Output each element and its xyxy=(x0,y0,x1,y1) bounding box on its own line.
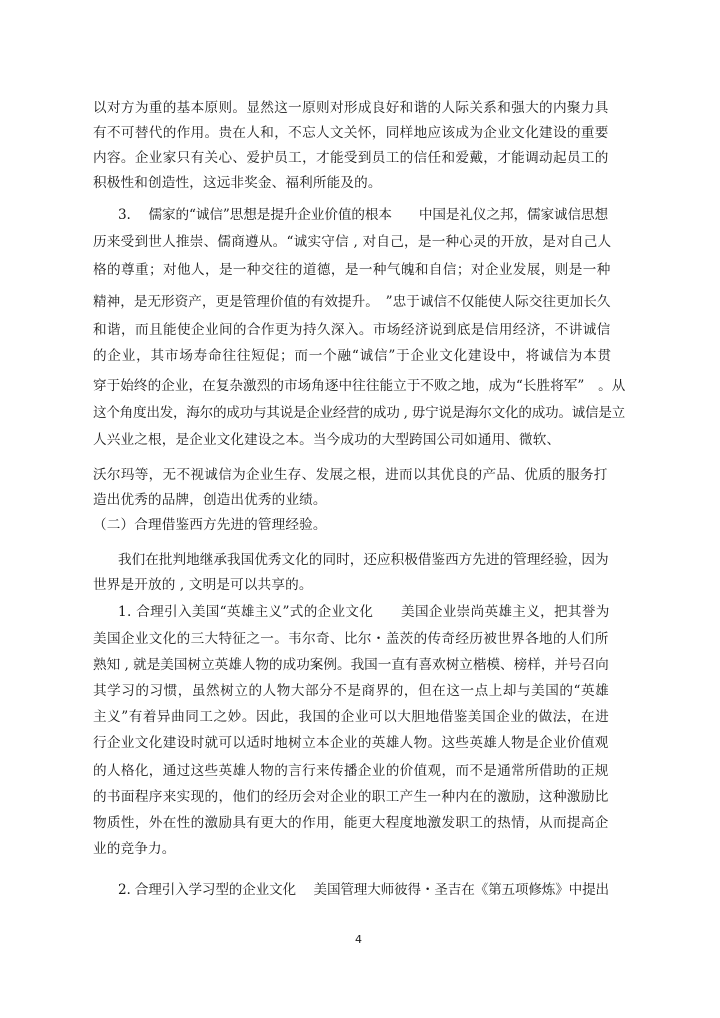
text-line: 这个角度出发，海尔的成功与其说是企业经营的成功 , 毋宁说是海尔文化的成功。诚信是立 xyxy=(93,405,626,421)
page-number: 4 xyxy=(355,933,362,946)
text-line: 物质性，外在性的激励具有更大的作用，能更大程度地激发职工的热情，从而提高企 xyxy=(93,815,609,831)
text-line: 主义”有着异曲同工之妙。因此，我国的企业可以大胆地借鉴美国企业的做法，在进 xyxy=(93,709,610,725)
text-line: 行企业文化建设时就可以适时地树立本企业的英雄人物。这些英雄人物是企业价值观 xyxy=(93,735,609,751)
text-line: 沃尔玛等，无不视诚信为企业生存、发展之根，进而以其优良的产品、优质的服务打 xyxy=(93,467,608,483)
text-line: 人兴业之根，是企业文化建设之本。当今成功的大型跨国公司如通用、微软、 xyxy=(93,432,561,448)
text-line: 的企业，其市场寿命往往短促；而一个融“诚信”于企业文化建设中，将诚信为本贯 xyxy=(93,348,612,364)
text-line: 有不可替代的作用。贵在人和，不忘人文关怀，同样地应该成为企业文化建设的重要 xyxy=(93,125,609,141)
text-line: 内容。企业家只有关心、爱护员工，才能受到员工的信任和爱戴，才能调动起员工的 xyxy=(93,150,609,166)
text-line: 格的尊重；对他人，是一种交往的道德，是一种气魄和自信；对企业发展，则是一种 xyxy=(93,262,611,278)
text-line: 造出优秀的品牌，创造出优秀的业绩。 xyxy=(93,492,327,508)
text-line: 3. 儒家的“诚信”思想是提升企业价值的根本 中国是礼仪之邦，儒家诚信思想 xyxy=(118,207,608,223)
text-line: 1. 合理引入美国“英雄主义”式的企业文化 美国企业崇尚英雄主义，把其誉为 xyxy=(118,604,610,620)
text-line: 精神，是无形资产，更是管理价值的有效提升。 ”忠于诚信不仅能使人际交往更加长久 xyxy=(93,294,611,310)
text-line: 美国企业文化的三大特征之一。韦尔奇、比尔・盖茨的传奇经历被世界各地的人们所 xyxy=(93,631,609,647)
text-line: 历来受到世人推崇、儒商遵从。“诚实守信 , 对自己，是一种心灵的开放，是对自己人 xyxy=(93,234,612,250)
text-line: 熟知 , 就是美国树立英雄人物的成功案例。我国一直有喜欢树立楷模、榜样，并号召向 xyxy=(93,657,609,673)
text-line: 和谐，而且能使企业间的合作更为持久深入。市场经济说到底是信用经济，不讲诚信 xyxy=(93,322,611,338)
text-line: 我们在批判地继承我国优秀文化的同时，还应积极借鉴西方先进的管理经验，因为 xyxy=(118,552,609,568)
text-line: 以对方为重的基本原则。显然这一原则对形成良好和谐的人际关系和强大的内聚力具 xyxy=(93,100,609,116)
text-line: （二）合理借鉴西方先进的管理经验。 xyxy=(93,517,327,533)
text-line: 积极性和创造性，这远非奖金、福利所能及的。 xyxy=(93,175,382,191)
text-line: 其学习的习惯，虽然树立的人物大部分不是商界的，但在这一点上却与美国的“英雄 xyxy=(93,683,610,699)
text-line: 2. 合理引入学习型的企业文化 美国管理大师彼得・圣吉在《第五项修炼》中提出 xyxy=(118,882,609,898)
text-line: 穿于始终的企业，在复杂激烈的市场角逐中往往能立于不败之地，成为“长胜将军” 。从 xyxy=(93,378,626,394)
text-line: 业的竞争力。 xyxy=(93,841,176,857)
text-line: 的人格化，通过这些英雄人物的言行来传播企业的价值观，而不是通常所借助的正规 xyxy=(93,763,609,779)
text-line: 世界是开放的 , 文明是可以共享的。 xyxy=(93,577,313,593)
text-line: 的书面程序来实现的，他们的经历会对企业的职工产生一种内在的激励，这种激励比 xyxy=(93,789,609,805)
